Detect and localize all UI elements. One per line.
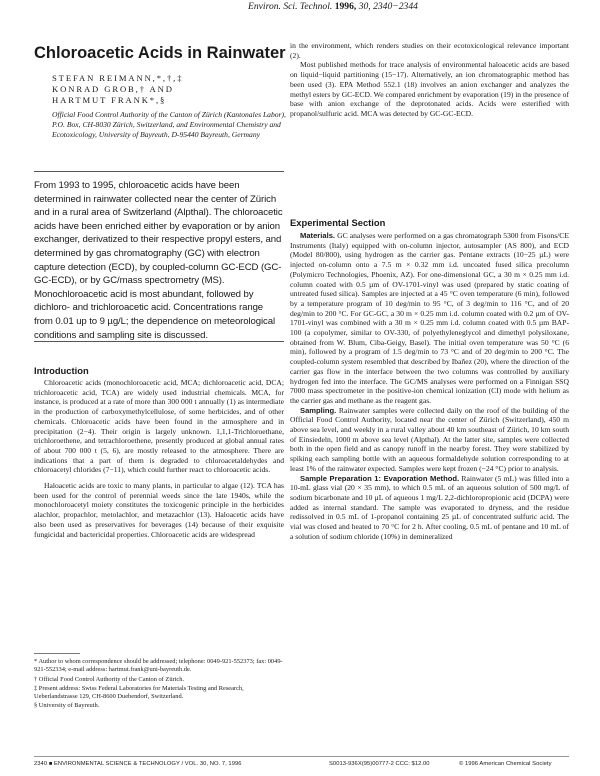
article-title: Chloroacetic Acids in Rainwater: [34, 44, 286, 62]
run-in-heading: Sample Preparation 1: Evaporation Method.: [300, 473, 460, 483]
author-list: [52, 73, 292, 107]
footnote: ‡ Present address: Swiss Federal Laboratories for Materials Testing and Research, Ueberlandstrasse 129, CH-8600 Duebendorf, Switzerland.: [34, 684, 244, 701]
experimental-heading: Experimental Section: [290, 217, 386, 228]
abstract: From 1993 to 1995, chloroacetic acids have been determined in rainwater collected near the center of Zürich and in a rural area of Switzerland (Alpthal). The chloroacetic acids have been enriched either by evaporation or by anion exchanger, derivatized to their respective propyl esters, and determined by gas chromatography (GC) with electron capture detection (ECD), by coupled-column GC-ECD (GC-GC-ECD), or by GC/mass spectrometry (MS). Monochloroacetic acid is most abundant, followed by dichloro- and trichloroacetic acid. Concentrations range from 0.01 up to 9 µg/L; the dependence on meteorological conditions and sampling site is discussed.: [34, 180, 283, 341]
journal-reference: Environ. Sci. Technol. 1996, 30, 2340−2344: [248, 1, 418, 12]
materials-paragraph: Materials. GC analyses were performed on a gas chromatograph 5300 from Fisons/CE Instruments (Italy) equipped with on-column injector, autosampler (AS 800), and ECD (Model 80/800), using hydrogen as the carrier gas. Pentane extracts (10−25 µL) were injected on-column onto a 7.5 m × 0.32 mm i.d. uncoated fused silica precolumn (Polymicro Technologies, Phoenix, AZ). For one-dimensional GC, a 30 m × 0.25 mm i.d. column coated with 0.5 µm of OV-1701-vinyl was used (prepared by static coating of untreated fused silica). Samples are injected at a 45 °C oven temperature (6 min), followed by a temperature program of 10 deg/min to 95 °C, of 3 deg/min to 116 °C, and of 20 deg/min to 200 °C. For GC-GC, a 30 m × 0.25 mm i.d. column coated with 0.2 µm of OV-1701-vinyl was combined with a 30 m × 0.25 mm i.d. column coated with 0.5 µm BAP-100 (a copolymer, similar to OV-330, of polyethyleneglycol and dimethyl polysiloxane, obtained from W. Blum, Ciba-Geigy, Basel). The initial oven temperature was 50 °C (6 min), followed by a program of 1.5 deg/min to 73 °C and of 20 deg/min to 200 °C. The coupled-column system resembled that described by Ibañez (20), where the direction of the carrier gas flow in the interface between the two columns was controlled by auxiliary hydrogen fed into the interface. The GC/MS analyses were performed on a Finnigan SSQ 7000 mass spectrometer in the positive-ion chemical ionization (CI) mode with helium as the carrier gas and methane as the reagent gas.: [290, 231, 569, 405]
author-name: HARTMUT FRANK*,§: [52, 95, 167, 106]
introduction-body: [34, 378, 284, 539]
footer-copyright: © 1996 American Chemical Society: [459, 761, 552, 767]
author-name: STEFAN REIMANN,*,†,‡: [52, 73, 184, 83]
footnote: § University of Bayreuth.: [34, 702, 100, 710]
abstract-bottom-rule: [34, 341, 284, 342]
paragraph: Chloroacetic acids (monochloroacetic acid, MCA; dichloroacetic acid, DCA; trichloroacetic acid, TCA) are widely used industrial chemicals. MCA, for instance, is produced at a rate of more than 300 000 t annually (1) as intermediate in the production of carboxymethylcellulose, of some herbicides, and of other chemicals. Chloroacetic acids have been found in the atmosphere and in precipitation (2−4). Their origin is largely unknown. 1,1,1-Trichloroethane, trichloroethene, and tetrachloroethene, presently produced at global annual rates of about 700 000 t (5, 6), are mostly released to the atmosphere. There are indications that a part of them is degraded to chloroacetaldehydes and chloroacetyl chlorides (7−11), which could further react to chloroacetic acids.: [34, 378, 284, 475]
author-name: KONRAD GROB,† AND: [52, 84, 174, 95]
sampling-paragraph: Sampling. Rainwater samples were collected daily on the roof of the building of the Official Food Control Authority, located near the center of Zürich (Switzerland), 450 m above sea level, and weekly in a rural valley about 40 km southeast of Zürich, 10 km south of Einsiedeln, 1000 m above sea level (Alpthal). At the latter site, samples were collected both in the open field and as canopy runoff in the nearby forest. They were stabilized by spiking each sampling bottle with an aqueous formaldehyde solution corresponding to at least 1% of the rainwater expected. Samples were kept frozen (−24 °C) prior to analysis.: [290, 405, 569, 473]
journal-volume-pages: 30, 2340−2344: [356, 1, 418, 12]
journal-year: 1996,: [334, 1, 357, 12]
footer-rule: [34, 756, 569, 757]
abstract-top-rule: [34, 171, 284, 172]
experimental-body: [290, 231, 569, 542]
intro-continued: [290, 41, 569, 119]
footnote-rule: [34, 653, 80, 654]
paragraph: Most published methods for trace analysis of environmental haloacetic acids are based on liquid−liquid partitioning (15−17). Alternatively, an ion chromatographic method has been used (3). EPA Method 552.1 (18) involves an anion exchanger and analyzes the methyl esters by GC-ECD. We compared enrichment by evaporation (19) in the presence of base with anion exchange of the deprotonated acids. Acids were esterified with propanol/sulfuric acid. MCA was detected by GC-GC-ECD.: [290, 60, 569, 118]
run-in-heading: Sampling.: [300, 405, 337, 415]
footnote: * Author to whom correspondence should be addressed; telephone: 0049-921-552373; fax: 0049-921-552334; e-mail address: hartmut.frank@uni-bayreuth.de.: [34, 658, 283, 674]
paragraph: Haloacetic acids are toxic to many plants, in particular to algae (12). TCA has been used for the control of perennial weeds since the late 1940s, while the monochloroacetyl moiety constitutes the toxicogenic principle in the herbicides alachlor, propachlor, metolachlor, and metazachlor (13). Haloacetic acids have also been used as preservatives for beverages (14) because of their exquisite fungicidal and bactericidal properties. Chloroacetic acids are widespread: [34, 481, 284, 539]
introduction-heading: Introduction: [34, 365, 89, 376]
run-in-heading: Materials.: [300, 231, 336, 240]
footer-doi: S0013-936X(95)00777-2 CCC: $12.00: [329, 761, 430, 767]
footer-journal: 2340 ■ ENVIRONMENTAL SCIENCE & TECHNOLOGY / VOL. 30, NO. 7, 1996: [34, 761, 242, 767]
author-affiliation: Official Food Control Authority of the Canton of Zürich (Kantonales Labor), P.O. Box, CH-8030 Zürich, Switzerland, and Environmental Chemistry and Ecotoxicology, University of Bayreuth, D-95440 Bayreuth, Germany: [52, 110, 286, 139]
footnotes: [34, 658, 284, 712]
paragraph: in the environment, which renders studies on their ecotoxicological relevance important (2).: [290, 41, 569, 60]
footnote: † Official Food Control Authority of the Canton of Zürich.: [34, 675, 185, 683]
sample-prep-paragraph: Sample Preparation 1: Evaporation Method. Rainwater (5 mL) was filled into a 10-mL glass vial (20 × 35 mm), to which 0.5 mL of an aqueous solution of 500 mg/L of sodium bicarbonate and 10 µL of aqueous 1 mg/L 2,2-dichloropropionic acid (DCPA) were added as internal standard. The sample was evaporated to dryness, and the residue redissolved in 0.5 mL of 1-propanol containing 25 µL of concentrated sulfuric acid. The vial was closed and heated to 70 °C for 2 h. After cooling, 0.5 mL of pentane and 10 mL of a solution of sodium chloride (10%) in demineralized: [290, 473, 569, 541]
